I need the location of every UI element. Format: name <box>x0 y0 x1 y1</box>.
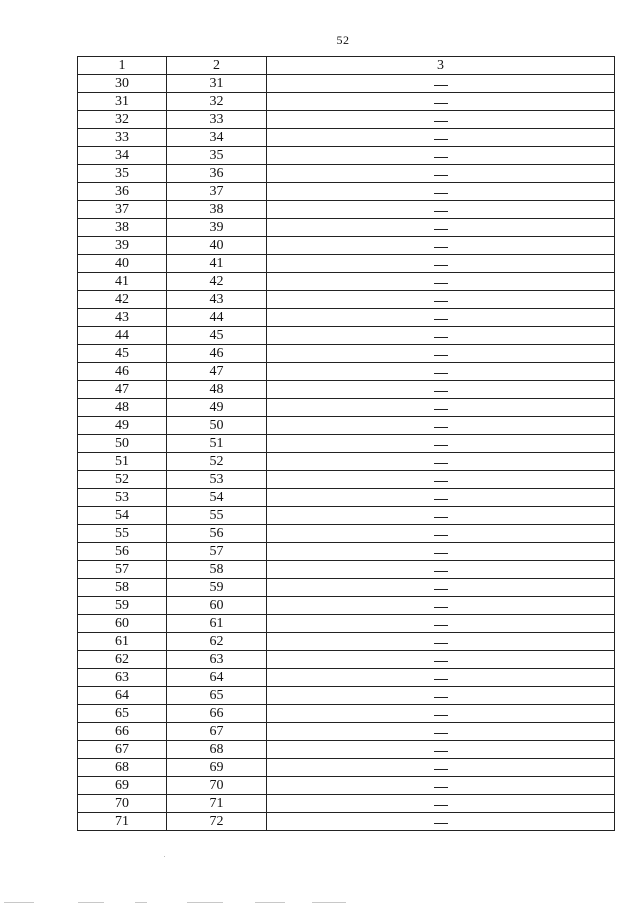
dash-mark <box>434 553 448 554</box>
dash-mark <box>434 211 448 212</box>
table-cell: 44 <box>78 327 167 345</box>
table-cell: 68 <box>78 759 167 777</box>
table-row <box>78 201 615 219</box>
table-row <box>78 705 615 723</box>
table-cell-dash <box>267 327 615 345</box>
dash-mark <box>434 787 448 788</box>
table-row <box>78 741 615 759</box>
table-cell-dash <box>267 723 615 741</box>
table-row <box>78 795 615 813</box>
dash-mark <box>434 463 448 464</box>
table-cell-dash <box>267 399 615 417</box>
table-cell-dash <box>267 813 615 831</box>
table-cell: 69 <box>78 777 167 795</box>
dash-mark <box>434 679 448 680</box>
table-cell-dash <box>267 453 615 471</box>
table-cell-dash <box>267 543 615 561</box>
dash-mark <box>434 517 448 518</box>
table-cell: 32 <box>167 93 267 111</box>
table-cell: 66 <box>167 705 267 723</box>
table-row <box>78 147 615 165</box>
table-row <box>78 651 615 669</box>
table-cell: 38 <box>167 201 267 219</box>
table-row <box>78 165 615 183</box>
table-cell: 54 <box>78 507 167 525</box>
table-row <box>78 93 615 111</box>
table-cell-dash <box>267 381 615 399</box>
table-cell-dash <box>267 165 615 183</box>
page-number: 52 <box>336 33 350 47</box>
table-cell: 55 <box>167 507 267 525</box>
dash-mark <box>434 175 448 176</box>
table-cell: 46 <box>167 345 267 363</box>
dash-mark <box>434 643 448 644</box>
table-cell: 53 <box>78 489 167 507</box>
table-cell-dash <box>267 651 615 669</box>
table-cell: 32 <box>78 111 167 129</box>
dash-mark <box>434 769 448 770</box>
table-cell: 59 <box>78 597 167 615</box>
table-row <box>78 723 615 741</box>
dash-mark <box>434 535 448 536</box>
table-cell: 68 <box>167 741 267 759</box>
table-cell: 60 <box>167 597 267 615</box>
table-row <box>78 435 615 453</box>
table-cell: 58 <box>167 561 267 579</box>
table-cell: 34 <box>167 129 267 147</box>
dash-mark <box>434 805 448 806</box>
table-cell: 42 <box>78 291 167 309</box>
table-cell-dash <box>267 615 615 633</box>
table-cell: 65 <box>167 687 267 705</box>
dash-mark <box>434 139 448 140</box>
table-cell: 44 <box>167 309 267 327</box>
table-cell: 30 <box>78 75 167 93</box>
dash-mark <box>434 157 448 158</box>
table-cell: 56 <box>78 543 167 561</box>
table-cell: 56 <box>167 525 267 543</box>
table-cell-dash <box>267 687 615 705</box>
table-cell-dash <box>267 183 615 201</box>
table-cell: 59 <box>167 579 267 597</box>
table-row <box>78 489 615 507</box>
dash-mark <box>434 373 448 374</box>
table-cell: 71 <box>167 795 267 813</box>
table-cell: 63 <box>167 651 267 669</box>
dash-mark <box>434 427 448 428</box>
table-cell: 38 <box>78 219 167 237</box>
table-cell: 50 <box>167 417 267 435</box>
table-row <box>78 453 615 471</box>
dash-mark <box>434 247 448 248</box>
table-cell: 42 <box>167 273 267 291</box>
table-cell: 33 <box>78 129 167 147</box>
table-row <box>78 183 615 201</box>
table-cell: 65 <box>78 705 167 723</box>
table-cell-dash <box>267 795 615 813</box>
table-row <box>78 471 615 489</box>
table-row <box>78 219 615 237</box>
table-cell-dash <box>267 489 615 507</box>
dash-mark <box>434 481 448 482</box>
table-cell-dash <box>267 741 615 759</box>
table-cell-dash <box>267 291 615 309</box>
table-cell: 71 <box>78 813 167 831</box>
dash-mark <box>434 337 448 338</box>
table-row <box>78 579 615 597</box>
table-body <box>78 75 615 831</box>
table-cell: 51 <box>167 435 267 453</box>
table-cell: 41 <box>78 273 167 291</box>
table-cell-dash <box>267 309 615 327</box>
table-cell: 70 <box>78 795 167 813</box>
table-row <box>78 309 615 327</box>
table-row <box>78 363 615 381</box>
dash-mark <box>434 409 448 410</box>
table-cell: 64 <box>78 687 167 705</box>
table-row <box>78 399 615 417</box>
table-cell-dash <box>267 579 615 597</box>
table-cell: 35 <box>78 165 167 183</box>
table-row <box>78 777 615 795</box>
table-cell: 40 <box>78 255 167 273</box>
table-cell: 54 <box>167 489 267 507</box>
table-cell: 43 <box>167 291 267 309</box>
table-cell: 33 <box>167 111 267 129</box>
table-cell: 50 <box>78 435 167 453</box>
table-cell-dash <box>267 273 615 291</box>
table-cell: 49 <box>78 417 167 435</box>
scan-speck <box>164 856 165 857</box>
table-row <box>78 129 615 147</box>
data-table <box>77 56 615 831</box>
table-cell: 67 <box>78 741 167 759</box>
dash-mark <box>434 661 448 662</box>
table-cell: 36 <box>78 183 167 201</box>
table-row <box>78 687 615 705</box>
table-cell-dash <box>267 417 615 435</box>
table-cell: 46 <box>78 363 167 381</box>
table-cell: 36 <box>167 165 267 183</box>
table-cell: 57 <box>78 561 167 579</box>
table-row <box>78 417 615 435</box>
table-header-row <box>78 57 615 75</box>
table-cell: 63 <box>78 669 167 687</box>
table-cell: 31 <box>167 75 267 93</box>
table-cell-dash <box>267 507 615 525</box>
table-row <box>78 669 615 687</box>
table-cell-dash <box>267 705 615 723</box>
dash-mark <box>434 571 448 572</box>
table-cell: 51 <box>78 453 167 471</box>
table-row <box>78 255 615 273</box>
table-cell: 45 <box>167 327 267 345</box>
dash-mark <box>434 715 448 716</box>
table-cell-dash <box>267 219 615 237</box>
table-cell-dash <box>267 633 615 651</box>
dash-mark <box>434 103 448 104</box>
table-row <box>78 75 615 93</box>
table-cell: 61 <box>167 615 267 633</box>
table-cell-dash <box>267 561 615 579</box>
dash-mark <box>434 697 448 698</box>
table-row <box>78 345 615 363</box>
table-cell-dash <box>267 147 615 165</box>
table-row <box>78 381 615 399</box>
table-cell: 39 <box>167 219 267 237</box>
dash-mark <box>434 391 448 392</box>
table-row <box>78 525 615 543</box>
dash-mark <box>434 589 448 590</box>
table-cell: 58 <box>78 579 167 597</box>
table-row <box>78 111 615 129</box>
table-cell: 69 <box>167 759 267 777</box>
table-row <box>78 291 615 309</box>
table-row <box>78 543 615 561</box>
table-cell: 55 <box>78 525 167 543</box>
column-header: 2 <box>167 57 267 75</box>
table-cell-dash <box>267 471 615 489</box>
column-header: 1 <box>78 57 167 75</box>
table-cell: 41 <box>167 255 267 273</box>
table-cell: 62 <box>167 633 267 651</box>
table-cell: 47 <box>167 363 267 381</box>
table-cell: 52 <box>167 453 267 471</box>
table-cell-dash <box>267 201 615 219</box>
table-cell-dash <box>267 111 615 129</box>
table-cell: 34 <box>78 147 167 165</box>
table-cell-dash <box>267 759 615 777</box>
table-row <box>78 633 615 651</box>
dash-mark <box>434 85 448 86</box>
table-row <box>78 273 615 291</box>
table-cell: 40 <box>167 237 267 255</box>
table-cell: 62 <box>78 651 167 669</box>
table-cell: 52 <box>78 471 167 489</box>
column-header: 3 <box>267 57 615 75</box>
table-cell-dash <box>267 597 615 615</box>
dash-mark <box>434 733 448 734</box>
dash-mark <box>434 607 448 608</box>
dash-mark <box>434 193 448 194</box>
table-cell: 48 <box>167 381 267 399</box>
table-cell: 35 <box>167 147 267 165</box>
table-cell: 57 <box>167 543 267 561</box>
table-cell: 70 <box>167 777 267 795</box>
table-row <box>78 759 615 777</box>
dash-mark <box>434 625 448 626</box>
table-cell-dash <box>267 363 615 381</box>
dash-mark <box>434 121 448 122</box>
dash-mark <box>434 499 448 500</box>
table-row <box>78 615 615 633</box>
table-cell-dash <box>267 525 615 543</box>
dash-mark <box>434 265 448 266</box>
table-cell-dash <box>267 255 615 273</box>
table-cell-dash <box>267 75 615 93</box>
table-cell-dash <box>267 129 615 147</box>
table-row <box>78 507 615 525</box>
table-cell-dash <box>267 345 615 363</box>
dash-mark <box>434 823 448 824</box>
table-cell-dash <box>267 435 615 453</box>
table-row <box>78 327 615 345</box>
table-row <box>78 237 615 255</box>
dash-mark <box>434 301 448 302</box>
table-cell: 48 <box>78 399 167 417</box>
table-cell: 61 <box>78 633 167 651</box>
table-cell: 39 <box>78 237 167 255</box>
dash-mark <box>434 283 448 284</box>
table-cell: 72 <box>167 813 267 831</box>
table-cell: 64 <box>167 669 267 687</box>
table-cell: 60 <box>78 615 167 633</box>
dash-mark <box>434 355 448 356</box>
table-cell-dash <box>267 669 615 687</box>
table-cell-dash <box>267 93 615 111</box>
table-cell: 53 <box>167 471 267 489</box>
table-row <box>78 561 615 579</box>
table-cell-dash <box>267 777 615 795</box>
dash-mark <box>434 445 448 446</box>
table-cell: 66 <box>78 723 167 741</box>
dash-mark <box>434 751 448 752</box>
table-cell: 47 <box>78 381 167 399</box>
table-cell: 43 <box>78 309 167 327</box>
table-cell-dash <box>267 237 615 255</box>
table-row <box>78 813 615 831</box>
table-cell: 31 <box>78 93 167 111</box>
dash-mark <box>434 229 448 230</box>
table-cell: 67 <box>167 723 267 741</box>
table-cell: 45 <box>78 345 167 363</box>
table-cell: 37 <box>167 183 267 201</box>
dash-mark <box>434 319 448 320</box>
table-cell: 49 <box>167 399 267 417</box>
footer-scan-marks <box>0 900 640 905</box>
table-row <box>78 597 615 615</box>
table-cell: 37 <box>78 201 167 219</box>
